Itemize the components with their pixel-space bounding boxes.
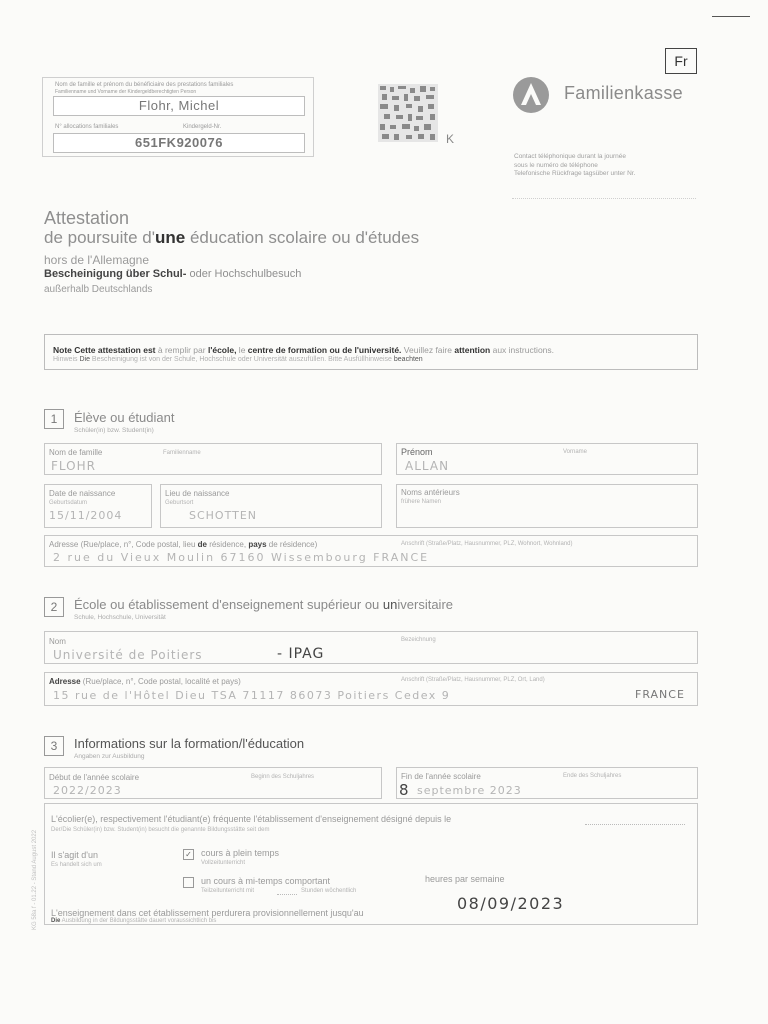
section-2-number: 2 xyxy=(44,597,64,617)
student-address-label xyxy=(49,540,317,549)
language-badge: Fr xyxy=(665,48,697,74)
student-firstname-value: ALLAN xyxy=(405,459,450,473)
attends-since-text-de: Der/Die Schüler(in) bzw. Student(in) besucht die genannte Bildungsstätte seit dem xyxy=(51,827,270,833)
continue-until-text-de xyxy=(51,918,216,924)
student-surname-label-de: Familienname xyxy=(163,450,201,456)
school-address-field[interactable] xyxy=(44,672,698,706)
family-benefit-number-label: N° allocations familiales xyxy=(55,124,119,130)
attends-since-text: L'écolier(e), respectivement l'étudiant(e) fréquente l'établissement d'enseignement désigné depuis le xyxy=(51,814,452,824)
note-de-text: Bescheinigung ist von der Schule, Hochschule oder Universität auszufüllen. Bitte Ausfüllhinweise xyxy=(89,356,394,363)
note-de-bold: Die xyxy=(79,356,90,363)
school-year-end-label-de: Ende des Schuljahres xyxy=(563,773,622,779)
title-de-bold: Bescheinigung über Schul- xyxy=(44,268,187,280)
student-address-label-de: Anschrift (Straße/Platz, Hausnummer, PLZ, Wohnort, Wohnland) xyxy=(401,541,573,547)
student-firstname-field[interactable] xyxy=(396,443,698,475)
school-year-start-label: Début de l'année scolaire xyxy=(49,773,140,782)
student-dob-value: 15/11/2004 xyxy=(49,509,123,522)
note-label: Note xyxy=(53,345,72,355)
school-year-end-digit: 8 xyxy=(399,781,410,799)
document-title: Attestation xyxy=(44,208,130,228)
student-firstname-label: Prénom xyxy=(401,447,433,457)
school-year-end-field[interactable] xyxy=(396,767,698,799)
student-dob-field[interactable] xyxy=(44,484,152,528)
note-text-4: aux instructions. xyxy=(490,345,555,355)
family-benefit-number-field[interactable]: 651FK920076 xyxy=(53,133,305,153)
note-bold-3: centre de formation ou de l'université. xyxy=(247,345,402,355)
concerns-label: Il s'agit d'un xyxy=(51,850,98,860)
form-code-margin: KG 58a f - 01.22 - Stand August 2022 xyxy=(32,829,38,930)
school-name-label-de: Bezeichnung xyxy=(401,637,436,643)
note-bold-1: Cette attestation est xyxy=(74,345,156,355)
contact-info xyxy=(514,153,694,179)
school-name-value: Université de Poitiers xyxy=(53,648,203,662)
continue-until-text: L'enseignement dans cet établissement perdurera provisionnellement jusqu'au xyxy=(51,908,364,918)
document-title-de xyxy=(44,268,301,280)
school-address-label-rest: (Rue/place, n°, Code postal, localité et pays) xyxy=(80,677,241,686)
student-address-field[interactable] xyxy=(44,535,698,567)
section-2-title-post: iversitaire xyxy=(397,597,453,612)
section-2-title-pre: École ou établissement d'enseignement supérieur ou xyxy=(74,597,383,612)
student-address-label-post: de résidence) xyxy=(266,540,318,549)
subtitle-part-1: de poursuite d' xyxy=(44,228,155,247)
student-pob-label: Lieu de naissance xyxy=(165,489,230,498)
title-de-rest: oder Hochschulbesuch xyxy=(186,268,302,280)
contact-line-3: Telefonische Rückfrage tagsüber unter Nr. xyxy=(514,170,636,177)
section-1-title: Élève ou étudiant xyxy=(74,410,175,425)
section-2-title-bold: un xyxy=(382,597,398,612)
parttime-hours-dotline xyxy=(277,894,297,895)
note-line-fr xyxy=(53,345,554,355)
school-name-label: Nom xyxy=(49,637,66,646)
corner-mark xyxy=(712,16,750,17)
note-line-de xyxy=(53,356,423,363)
note-box xyxy=(44,334,698,370)
beneficiary-name-field[interactable]: Flohr, Michel xyxy=(53,96,305,116)
section-2-subtitle: Schule, Hochschule, Universität xyxy=(74,614,166,621)
student-dob-label-de: Geburtsdatum xyxy=(49,500,88,506)
concerns-label-de: Es handelt sich um xyxy=(51,862,102,868)
student-address-label-bold: de xyxy=(197,540,207,549)
datamatrix-code xyxy=(378,84,438,142)
parttime-hours-de: Stunden wöchentlich xyxy=(301,888,357,894)
continue-de-text: Ausbildung in der Bildungsstätte dauert voraussichtlich bis xyxy=(60,918,217,924)
section-3-title xyxy=(74,736,304,751)
beneficiary-id-block xyxy=(42,77,314,157)
school-address-value-dark: FRANCE xyxy=(635,688,685,701)
parttime-label-de: Teilzeitunterricht mit xyxy=(201,888,255,894)
school-year-start-field[interactable] xyxy=(44,767,382,799)
student-previous-names-label: Noms antérieurs xyxy=(401,488,460,497)
student-previous-names-label-de: frühere Namen xyxy=(401,499,442,505)
familienkasse-logo-text: Familienkasse xyxy=(564,83,683,103)
continue-de-bold: Die xyxy=(51,918,61,924)
familienkasse-logo-icon xyxy=(512,76,550,114)
section-3-subtitle: Angaben zur Ausbildung xyxy=(74,753,145,760)
note-text-1: à remplir par xyxy=(155,345,208,355)
school-year-end-label: Fin de l'année scolaire xyxy=(401,772,481,781)
school-name-value-dark: - IPAG xyxy=(277,646,325,662)
section-2-title xyxy=(74,597,453,612)
student-pob-value: SCHOTTEN xyxy=(189,509,258,522)
note-bold-4: attention xyxy=(454,345,491,355)
student-pob-label-de: Geburtsort xyxy=(165,500,194,506)
contact-divider xyxy=(512,198,696,199)
document-subtitle xyxy=(44,228,419,248)
training-details-box xyxy=(44,803,698,925)
hours-per-week-label: heures par semaine xyxy=(425,874,505,884)
note-bold-2: l'école, xyxy=(207,345,237,355)
family-benefit-number-label-de: Kindergeld-Nr. xyxy=(183,124,222,130)
student-firstname-label-de: Vorname xyxy=(563,449,588,455)
qr-suffix: K xyxy=(446,132,455,146)
section-3-title-text: Informations sur la formation/l'éducation xyxy=(74,736,305,751)
fulltime-checkbox[interactable]: ✓ xyxy=(183,849,194,860)
section-1-number: 1 xyxy=(44,409,64,429)
student-address-label-pre: Adresse (Rue/place, n°, Code postal, lieu xyxy=(49,540,198,549)
student-address-label-mid: résidence, xyxy=(206,540,249,549)
contact-line-2: sous le numéro de téléphone xyxy=(514,161,598,169)
school-address-label-bold: Adresse xyxy=(49,677,81,686)
student-surname-label: Nom de famille xyxy=(49,448,103,457)
document-title-de-line2: außerhalb Deutschlands xyxy=(44,284,153,295)
student-pob-field[interactable] xyxy=(160,484,382,528)
school-year-start-label-de: Beginn des Schuljahres xyxy=(251,774,315,780)
beneficiary-name-label: Nom de famille et prénom du bénéficiaire des prestations familiales xyxy=(55,82,234,88)
school-address-label xyxy=(49,677,241,686)
note-text-3: Veuillez faire xyxy=(401,345,455,355)
subtitle-part-2: éducation scolaire ou d'études xyxy=(185,228,420,247)
student-surname-field[interactable] xyxy=(44,443,382,475)
continue-until-value[interactable]: 08/09/2023 xyxy=(457,894,565,913)
note-text-2: le xyxy=(236,345,248,355)
beneficiary-name-label-de: Familienname und Vorname der Kindergeldberechtigten Person xyxy=(55,89,197,95)
school-address-label-de: Anschrift (Straße/Platz, Hausnummer, PLZ, Ort, Land) xyxy=(401,677,545,683)
school-address-value: 15 rue de l'Hôtel Dieu TSA 71117 86073 Poitiers Cedex 9 xyxy=(53,689,451,702)
note-de-label: Hinweis xyxy=(53,356,78,363)
parttime-label: un cours à mi-temps comportant xyxy=(201,876,331,886)
fulltime-label-de: Vollzeitunterricht xyxy=(201,860,246,866)
school-name-field[interactable] xyxy=(44,631,698,664)
parttime-checkbox[interactable] xyxy=(183,877,194,888)
subtitle-part-bold: une xyxy=(155,228,186,247)
student-previous-names-field[interactable] xyxy=(396,484,698,528)
section-1-subtitle: Schüler(in) bzw. Student(in) xyxy=(74,427,154,434)
school-year-start-value: 2022/2023 xyxy=(53,784,122,797)
fulltime-label: cours à plein temps xyxy=(201,848,280,858)
contact-line-1: Contact téléphonique durant la journée xyxy=(514,153,627,160)
section-3-number: 3 xyxy=(44,736,64,756)
student-address-value: 2 rue du Vieux Moulin 67160 Wissembourg FRANCE xyxy=(53,551,430,564)
document-subtitle-line3: hors de l'Allemagne xyxy=(44,253,150,267)
attends-since-dotline xyxy=(585,824,685,825)
student-address-label-bold2: pays xyxy=(248,540,267,549)
student-surname-value: FLOHR xyxy=(51,459,96,473)
school-year-end-value: septembre 2023 xyxy=(417,784,522,797)
student-dob-label: Date de naissance xyxy=(49,489,116,498)
note-de-end: beachten xyxy=(393,356,423,363)
